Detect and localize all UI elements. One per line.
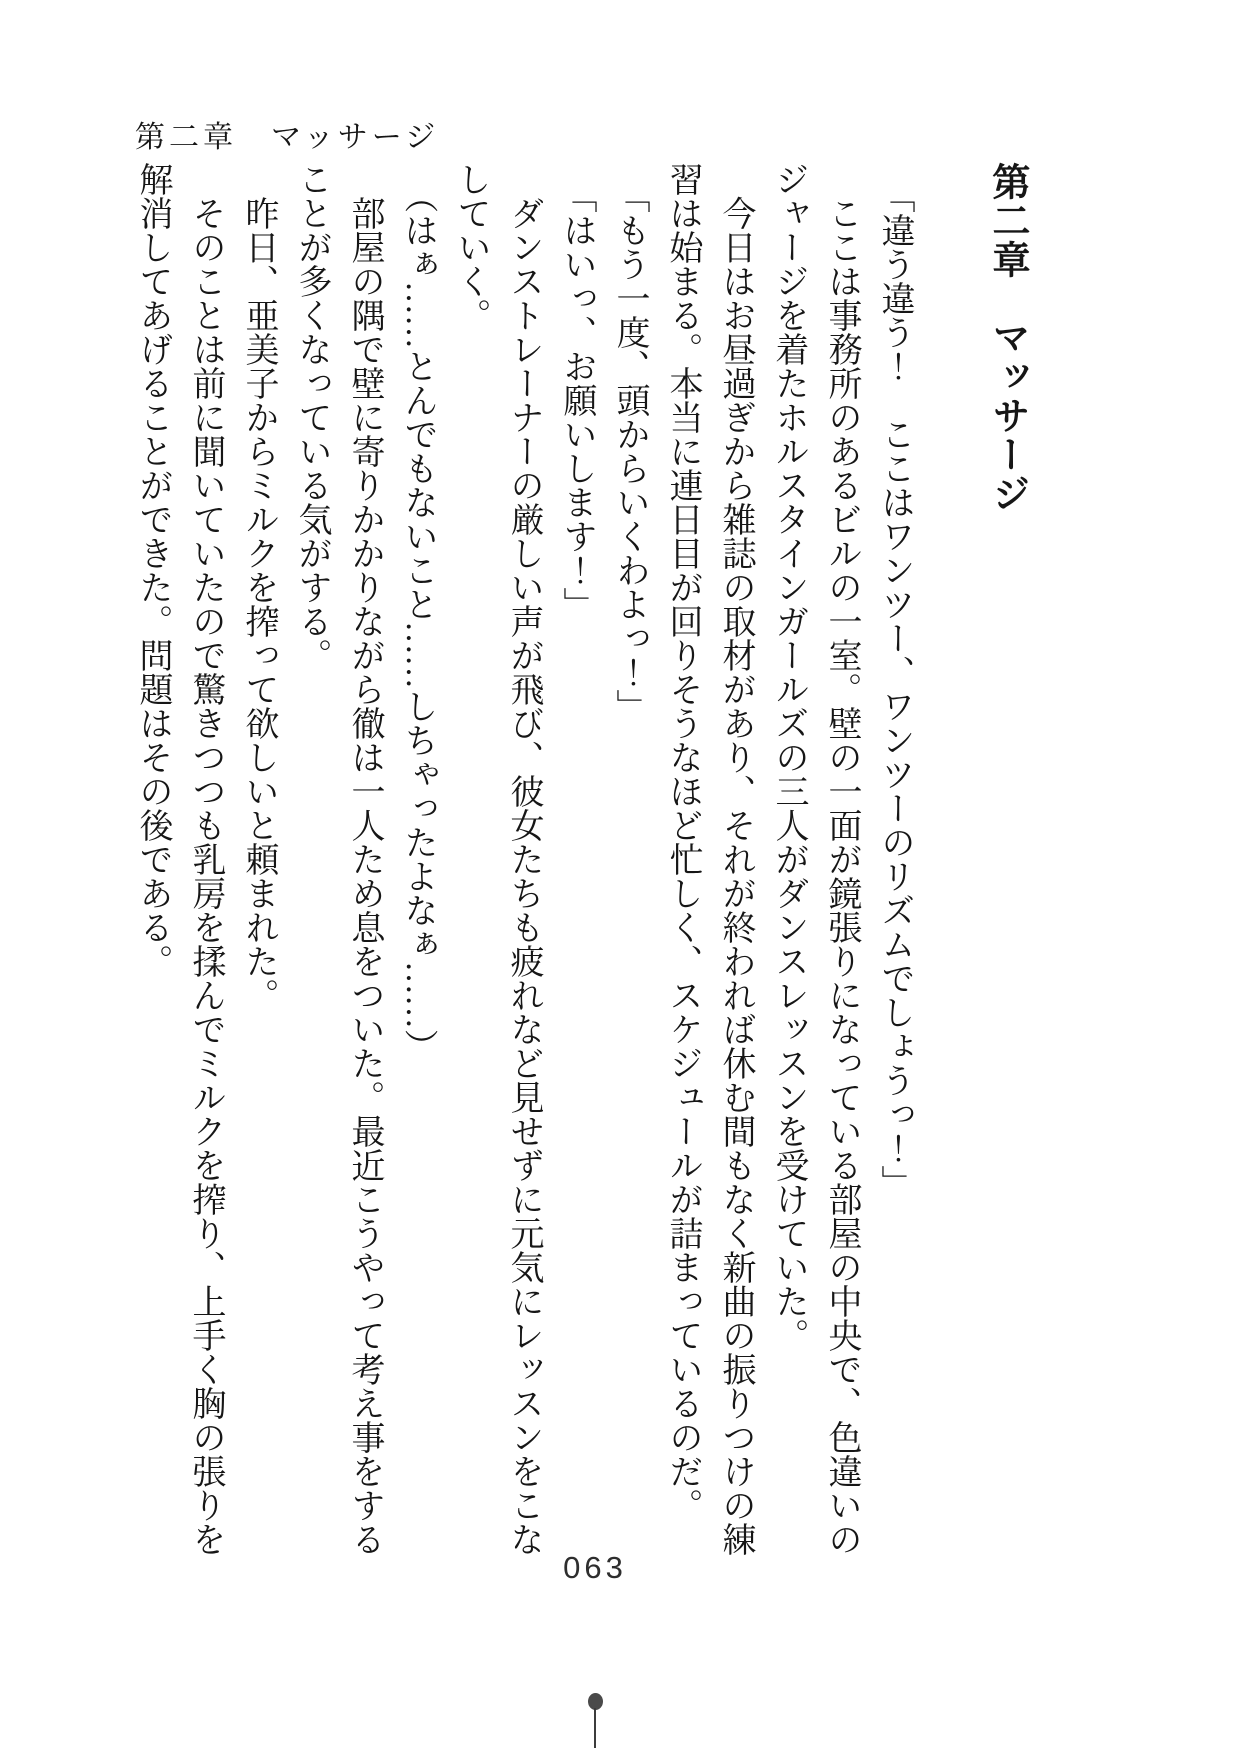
paragraph-narration: 昨日、亜美子からミルクを搾って欲しいと頼まれた。 — [240, 196, 277, 1012]
paragraph-narration: 部屋の隅で壁に寄りかかりながら徹は一人ため息をついた。最近こうやって考え事をすることが多くなっている気がする。 — [293, 162, 383, 1556]
paragraph-dialogue: 「違う違う！ ここはワンツー、ワンツーのリズムでしょうっ！」 — [876, 179, 913, 1199]
main-text-block — [125, 162, 1035, 1560]
paragraph-narration: そのことは前に聞いていたので驚きつつも乳房を揉んでミルクを搾り、上手く胸の張りを解消してあげることができた。問題はその後である。 — [134, 162, 224, 1556]
paragraph-thought: （はぁ……とんでもないこと……しちゃったよなぁ……） — [399, 179, 436, 1063]
paragraph-dialogue: 「はいっ、お願いします！」 — [558, 179, 595, 621]
paragraph-dialogue: 「もう一度、頭からいくわよっ！」 — [611, 179, 648, 723]
running-header-text: 第二章 マッサージ — [135, 121, 440, 154]
paragraph-narration: 今日はお昼過ぎから雑誌の取材があり、それが終われば休む間もなく新曲の振りつけの練習は始まる。本当に連日目が回りそうなほど忙しく、スケジュールが詰まっているのだ。 — [664, 162, 754, 1556]
chapter-title: 第二章 マッサージ — [986, 162, 1028, 513]
page-number: 063 — [563, 1550, 627, 1585]
paragraph-narration: ここは事務所のあるビルの一室。壁の一面が鏡張りになっている部屋の中央で、色違いのジャージを着たホルスタインガールズの三人がダンスレッスンを受けていた。 — [770, 162, 860, 1556]
paragraph-narration: ダンストレーナーの厳しい声が飛び、彼女たちも疲れなど見せずに元気にレッスンをこなしていく。 — [452, 162, 542, 1556]
footer-vertical-rule — [594, 1708, 596, 1748]
running-header — [112, 78, 439, 156]
